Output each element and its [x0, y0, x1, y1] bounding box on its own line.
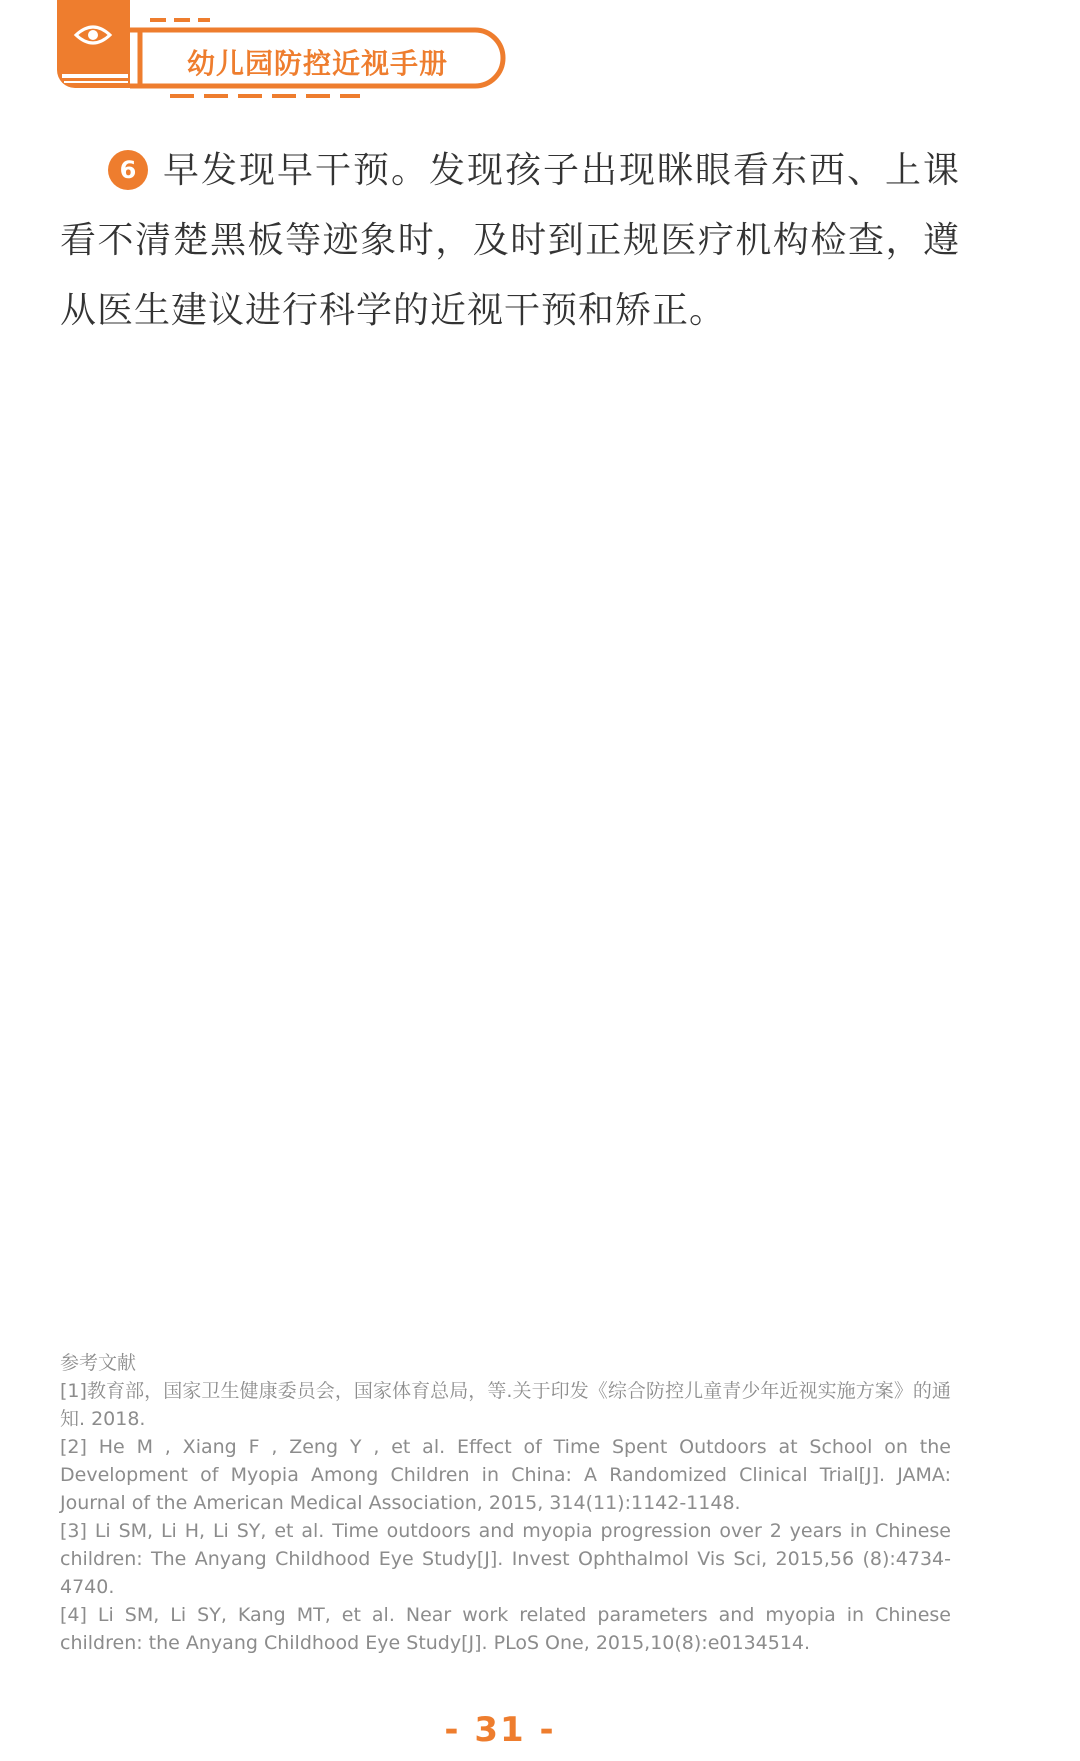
item-number-badge: 6 — [108, 150, 148, 190]
reference-item: [4] Li SM, Li SY, Kang MT, et al. Near work related parameters and myopia in Chinese children: the Anyang Childhood Eye Study[J]. PLoS One, 2015,10(8):e0134514. — [60, 1604, 951, 1654]
header-banner — [0, 0, 560, 100]
page-number: - 31 - — [444, 1710, 556, 1750]
reference-item: [3] Li SM, Li H, Li SY, et al. Time outdoors and myopia progression over 2 years in Chinese children: The Anyang Childhood Eye Study[J]. Invest Ophthalmol Vis Sci, 2015,56 (8):4734-4740. — [60, 1520, 951, 1598]
header-title: 幼儿园防控近视手册 — [187, 47, 449, 80]
reference-item: [2] He M , Xiang F , Zeng Y , et al. Effect of Time Spent Outdoors at School on the Development of Myopia Among Children in China: A Randomized Clinical Trial[J]. JAMA: Journal of the American Medical Association, 2015, 314(11):1142-1148. — [60, 1436, 951, 1514]
body-paragraph — [60, 136, 960, 346]
references-section — [60, 1349, 951, 1657]
references-heading: 参考文献 — [60, 1352, 137, 1374]
eye-icon — [73, 23, 113, 47]
paragraph-text: 早发现早干预。发现孩子出现眯眼看东西、上课看不清楚黑板等迹象时，及时到正规医疗机构检查，遵从医生建议进行科学的近视干预和矫正。 — [60, 150, 960, 331]
reference-item: [1]教育部，国家卫生健康委员会，国家体育总局，等.关于印发《综合防控儿童青少年近视实施方案》的通知. 2018. — [60, 1380, 951, 1430]
